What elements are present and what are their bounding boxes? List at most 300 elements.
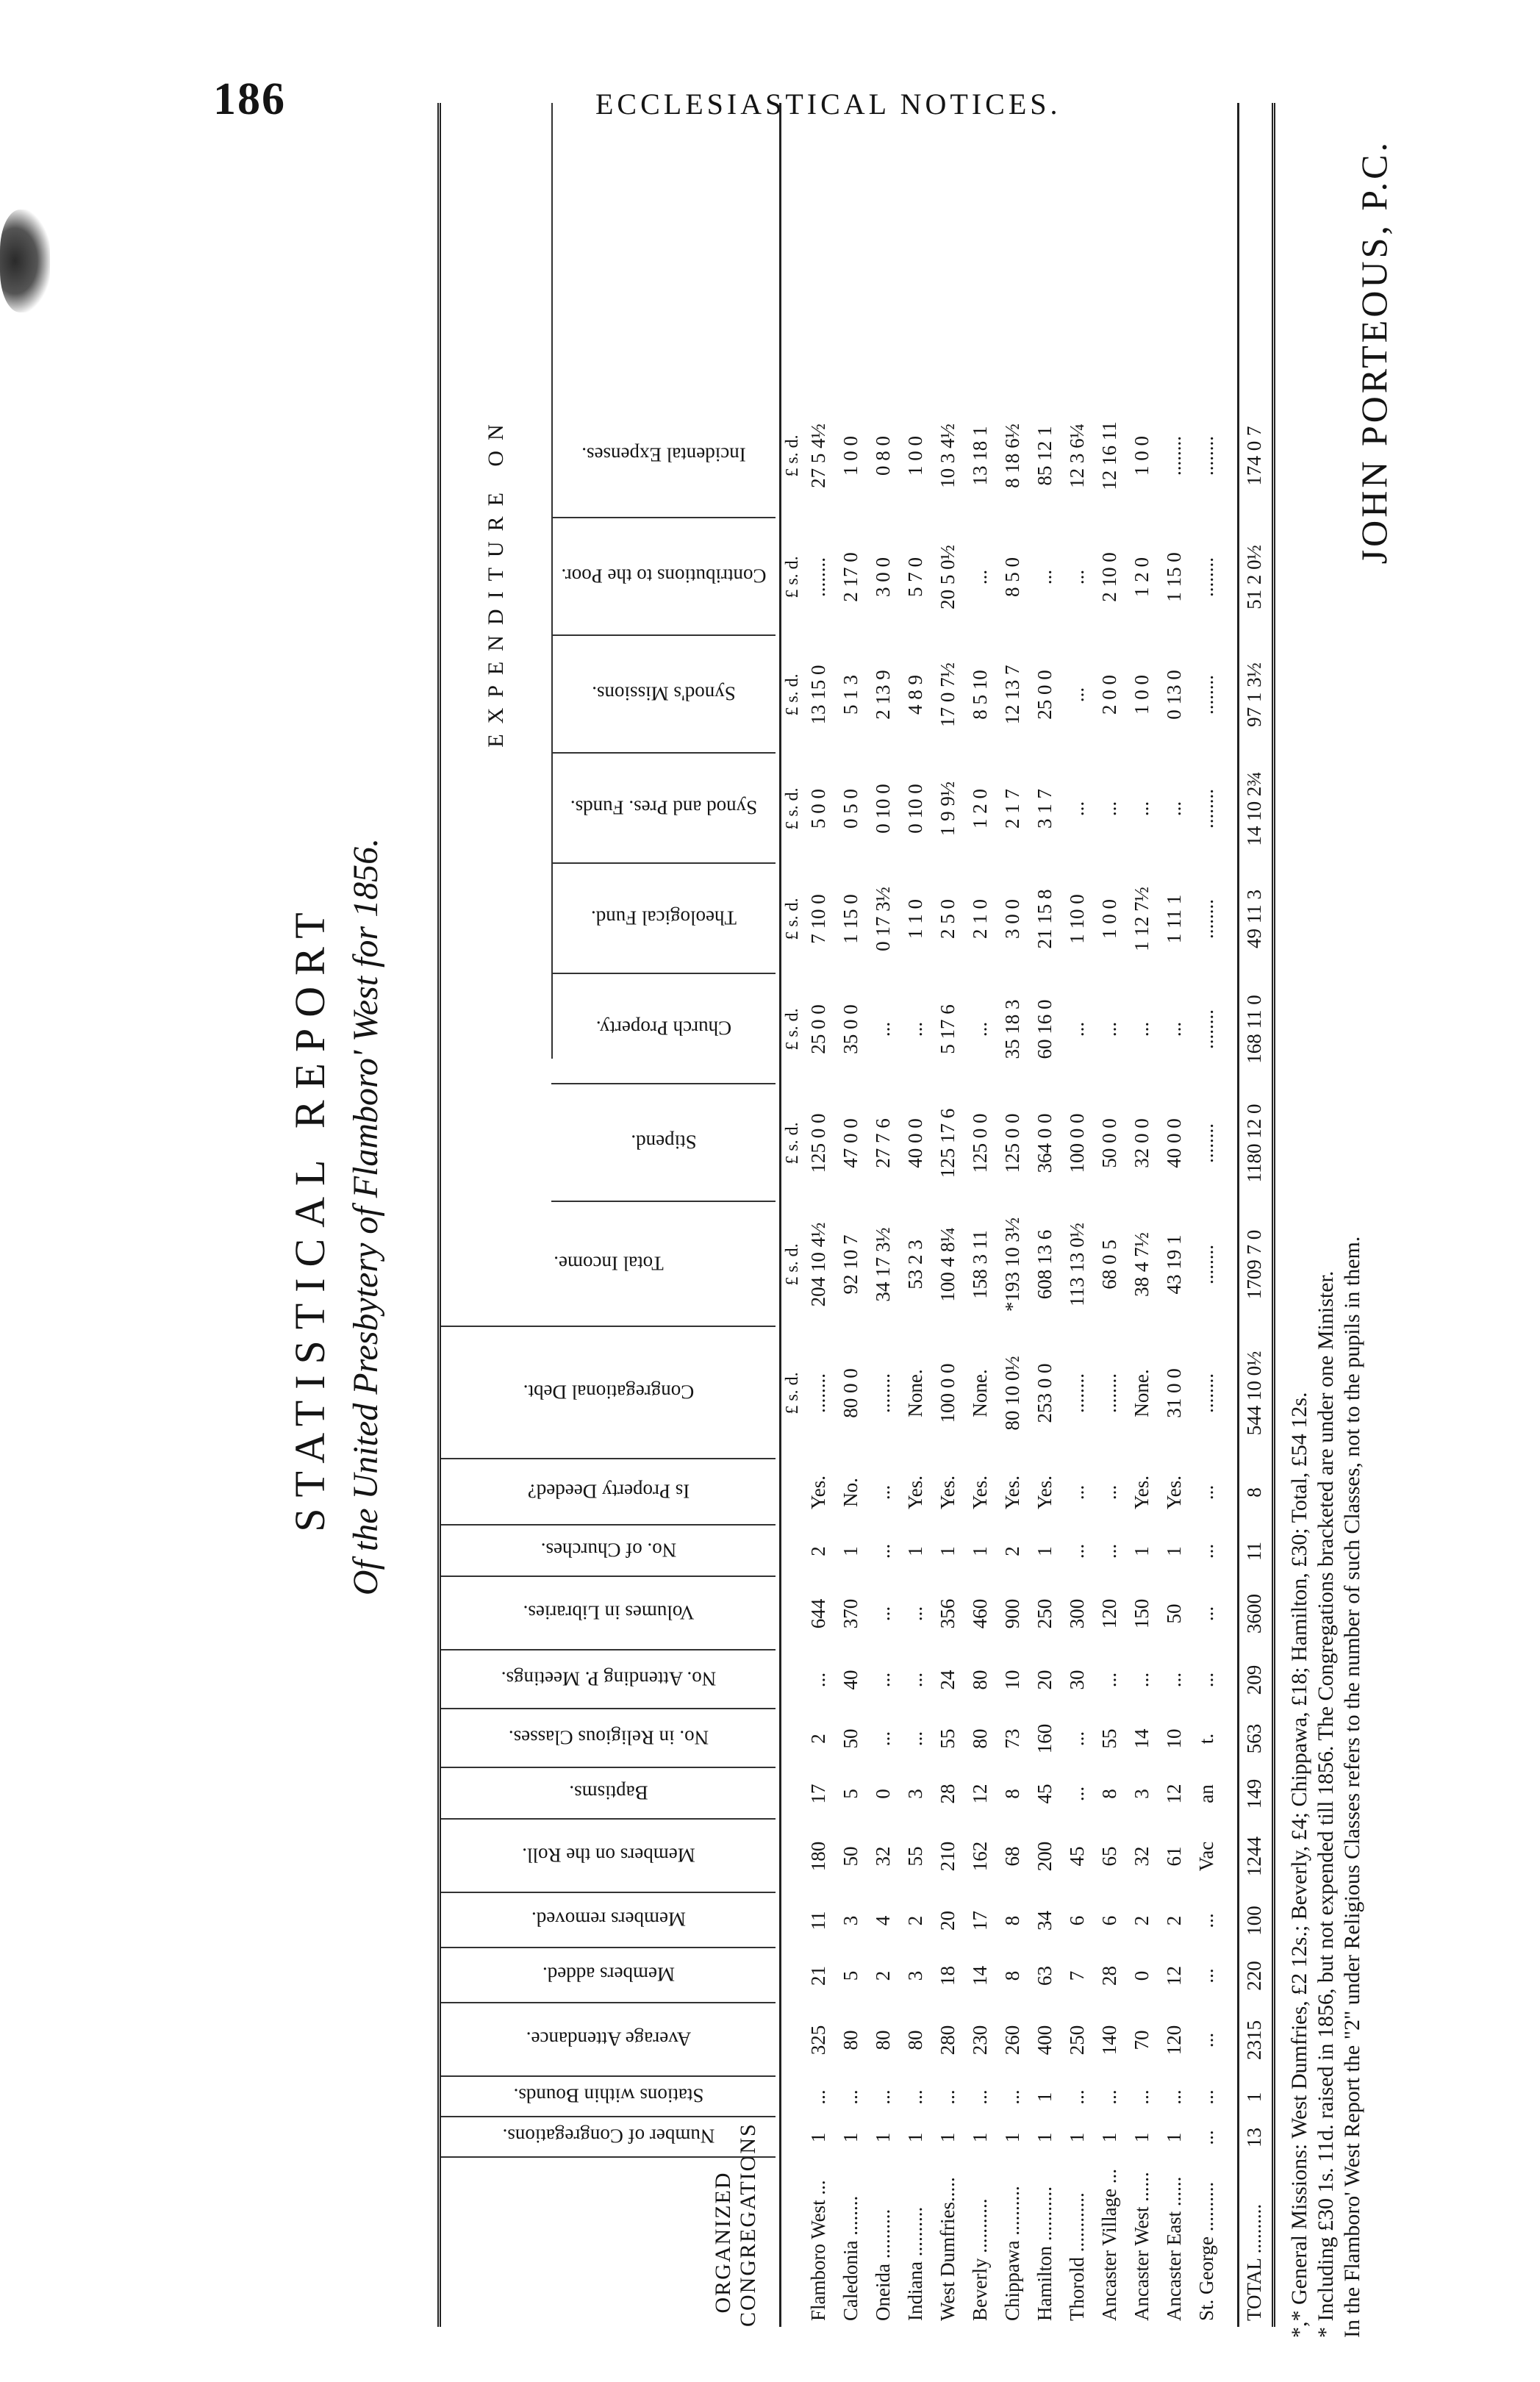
table-cell: ... [1098,2089,1120,2105]
table-cell: 0 5 0 [839,789,862,829]
congregation-name: Beverly ........... [969,2198,991,2321]
table-cell: 5 [839,1970,862,1981]
table-cell: ... [1163,1672,1185,1688]
congregation-name: Oneida .......... [872,2208,894,2321]
table-cell: 32 [1131,1846,1153,1867]
table-cell: ........ [1195,1009,1217,1049]
table-cell: 13 [1243,2128,1265,2147]
column-header [441,1767,776,1820]
column-header-label: Church Property. [595,1017,731,1040]
table-cell: 28 [1098,1966,1120,1986]
column-header-label: Contributions to the Poor. [560,565,767,587]
table-cell: 280 [936,2025,959,2056]
table-cell: 20 [936,1911,959,1931]
table-cell: ... [872,1731,894,1747]
table-cell: 1 0 0 [1131,436,1153,476]
table-cell: 34 17 3½ [872,1227,894,1302]
congregation-name: Thorold ............ [1066,2192,1088,2321]
table-cell: 63 [1034,1966,1056,1986]
table-cell: 80 [969,1728,991,1749]
table-cell: 70 [1131,2030,1153,2050]
table-cell: 8 5 10 [969,670,991,720]
table-cell: ........ [1195,557,1217,597]
table-cell: ... [872,1484,894,1501]
table-cell: 1180 12 0 [1243,1104,1265,1183]
column-header [551,862,776,974]
table-cell: 1 9 9½ [936,781,959,837]
table-cell: 1 [1034,1546,1056,1556]
table-cell: 150 [1131,1598,1153,1629]
column-header [551,517,776,636]
table-cell: 1 [839,1546,862,1556]
table-cell: 1 [1163,2132,1185,2143]
table-cell: 900 [1001,1598,1023,1629]
table-cell: 3 0 0 [872,557,894,597]
column-header-label: Synod and Pres. Funds. [570,796,757,819]
column-header [441,2116,776,2158]
table-cell: 400 [1034,2025,1056,2056]
table-cell: Yes. [904,1475,926,1510]
table-cell: ........ [807,1373,829,1413]
table-cell: ... [1163,1021,1185,1037]
table-cell: 2 [807,1546,829,1556]
column-header-label: No. Attending P. Meetings. [501,1667,716,1690]
congregation-name: Hamilton ........... [1034,2186,1056,2321]
table-cell: None. [904,1369,926,1417]
table-cell: ... [1163,2089,1185,2105]
column-header-label: No. of Churches. [540,1539,676,1562]
column-header [441,1524,776,1577]
table-cell: 1 0 0 [839,436,862,476]
table-cell: 13 15 0 [807,665,829,725]
table-cell: 220 [1243,1961,1265,1991]
table-cell: 168 11 0 [1243,995,1265,1064]
table-cell: 5 17 6 [936,1004,959,1054]
table-cell: 4 8 9 [904,675,926,715]
table-cell: 24 [936,1670,959,1690]
money-unit: £ s. d. [783,1372,802,1414]
table-cell: 51 2 0½ [1243,545,1265,609]
table-cell: 5 [839,1789,862,1799]
congregations-heading-line2: CONGREGATIONS [736,2122,760,2327]
table-cell: ... [1066,801,1088,817]
table-cell: 85 12 1 [1034,426,1056,486]
table-cell: ........ [1195,1373,1217,1413]
table-cell: ... [839,2089,862,2105]
table-cell: 230 [969,2025,991,2056]
money-unit: £ s. d. [783,898,802,940]
table-cell: 40 [839,1670,862,1690]
table-cell: Yes. [1001,1475,1023,1510]
table-cell: 6 [1098,1915,1120,1926]
table-cell: 260 [1001,2025,1023,2056]
table-cell: 10 3 4½ [936,423,959,488]
congregation-name: Ancaster Village ... [1098,2168,1120,2321]
table-cell: 73 [1001,1728,1023,1749]
table-cell: 35 0 0 [839,1004,862,1054]
table-cell: 2 1 7 [1001,789,1023,829]
table-cell: 2 5 0 [936,899,959,939]
table-cell: 3 [839,1915,862,1926]
table-cell: ... [1066,1021,1088,1037]
table-cell: ... [1066,1731,1088,1747]
table-cell: 0 [1131,1970,1153,1981]
table-cell: 80 [872,2030,894,2050]
table-cell: 21 15 8 [1034,889,1056,949]
table-cell: 644 [807,1598,829,1629]
column-header [441,1576,776,1650]
column-header [441,1201,776,1327]
table-cell: ... [872,1021,894,1037]
table-row [836,103,868,2327]
table-cell: 1 2 0 [1131,557,1153,597]
table-cell: 1 0 0 [904,436,926,476]
table-cell: 8 [1001,1789,1023,1799]
table-cell: None. [969,1369,991,1417]
table-cell: ........ [1195,789,1217,829]
page-number: 186 [213,74,286,124]
table-cell: 2 0 0 [1098,675,1120,715]
table-cell: 47 0 0 [839,1118,862,1168]
table-cell: 3 1 7 [1034,789,1056,829]
column-header [441,1326,776,1459]
table-cell: 55 [904,1846,926,1867]
table-cell: 125 0 0 [969,1113,991,1173]
table-cell: Yes. [969,1475,991,1510]
table-cell: ... [807,2089,829,2105]
money-unit: £ s. d. [783,556,802,598]
table-cell: ... [872,1672,894,1688]
table-cell: 1 2 0 [969,789,991,829]
money-unit: £ s. d. [783,673,802,716]
report-title: STATISTICAL REPORT [286,901,334,1532]
table-cell: 14 10 2¾ [1243,771,1265,846]
table-row [965,103,998,2327]
table-cell: Vac [1195,1841,1217,1872]
table-cell: 8 18 6½ [1001,423,1023,488]
table-row [933,103,965,2327]
table-cell: 250 [1066,2025,1088,2056]
table-cell: 100 [1243,1906,1265,1936]
table-cell: 2 1 0 [969,899,991,939]
table-cell: 563 [1243,1723,1265,1754]
footnote: In the Flamboro' West Report the "2" under Religious Classes refers to the number of such Classes, not to the pupils in them. [1340,1236,1364,2338]
table-cell: 5 0 0 [807,789,829,829]
table-cell: 0 17 3½ [872,887,894,951]
table-cell: 27 5 4½ [807,423,829,488]
table-cell: 38 4 7½ [1131,1232,1153,1297]
table-cell: 100 0 0 [1066,1113,1088,1173]
table-cell: 1 [1243,2092,1265,2103]
column-header-label: No. in Religious Classes. [508,1726,709,1749]
table-cell: 2 [872,1970,894,1981]
table-cell: 1 [1001,2132,1023,2143]
table-cell: ........ [1066,1373,1088,1413]
table-cell: ... [1098,1543,1120,1559]
table-cell: 80 [969,1670,991,1690]
table-cell: 2 [1001,1546,1023,1556]
table-cell: ... [1066,687,1088,703]
table-cell: 7 10 0 [807,894,829,944]
table-cell: ... [1034,569,1056,585]
table-cell: 325 [807,2025,829,2056]
table-cell: ... [872,1606,894,1622]
table-cell: 1244 [1243,1836,1265,1876]
table-cell: 14 [1131,1728,1153,1749]
column-header [551,973,776,1084]
table-cell: *193 10 3½ [1001,1217,1023,1312]
table-cell: 2 10 0 [1098,552,1120,602]
column-header-label: Congregational Debt. [523,1381,694,1403]
table-cell: 364 0 0 [1034,1113,1056,1173]
table-cell: 20 5 0½ [936,545,959,609]
table-cell: ... [1195,2130,1217,2145]
table-cell: 2 17 0 [839,552,862,602]
table-cell: 0 10 0 [904,784,926,834]
table-cell: 80 0 0 [839,1368,862,1418]
table-cell: 2 [1163,1915,1185,1926]
column-header [551,392,776,518]
table-cell: 120 [1163,2025,1185,2056]
table-cell: 3 0 0 [1001,899,1023,939]
table-cell: 10 [1163,1728,1185,1749]
table-cell: ... [1195,1968,1217,1984]
table-cell: 61 [1163,1846,1185,1867]
table-cell: 40 0 0 [904,1118,926,1168]
report-subtitle: Of the United Presbytery of Flamboro' West for 1856. [346,837,385,1596]
total-row [1237,103,1286,2327]
table-cell: 3600 [1243,1594,1265,1634]
table-cell: 50 [839,1846,862,1867]
column-header-label: Members removed. [531,1909,686,1931]
table-cell: 160 [1034,1723,1056,1754]
table-cell: 3 [904,1970,926,1981]
table-cell: 80 [839,2030,862,2050]
congregation-name: Flamboro West ... [807,2180,829,2321]
table-cell: 2 13 9 [872,670,894,720]
table-cell: 25 0 0 [1034,670,1056,720]
money-units-row [781,103,803,2327]
money-unit: £ s. d. [783,1122,802,1165]
table-cell: 1 [904,2132,926,2143]
table-cell: ... [1066,1543,1088,1559]
table-row [1095,103,1127,2327]
table-cell: ... [1098,1672,1120,1688]
table-cell: ... [969,1021,991,1037]
table-cell: ........ [1163,436,1185,476]
table-cell: 12 [1163,1966,1185,1986]
table-cell: an [1195,1784,1217,1803]
table-cell: 149 [1243,1778,1265,1809]
table-cell: 55 [936,1728,959,1749]
table-cell: 100 0 0 [936,1363,959,1423]
congregation-name: West Dumfries..... [936,2177,959,2321]
table-cell: ... [904,1731,926,1747]
table-cell: ... [1195,2032,1217,2048]
footnote: * Including £30 1s. 11d. raised in 1856, but not expended till 1856. The Congregations bracketed are under one Minister. [1314,1270,1338,2338]
table-row [1030,103,1062,2327]
table-cell: 8 [1243,1487,1265,1498]
table-cell: 0 10 0 [872,784,894,834]
running-head: ECCLESIASTICAL NOTICES. [595,87,1061,121]
table-cell: 1 15 0 [1163,552,1185,602]
table-row [900,103,933,2327]
table-cell: ........ [1195,899,1217,939]
table-cell: 125 0 0 [807,1113,829,1173]
table-cell: None. [1131,1369,1153,1417]
table-cell: 8 5 0 [1001,557,1023,597]
column-header-label: Members added. [542,1964,675,1986]
table-cell: 8 [1001,1970,1023,1981]
table-cell: 1 [1131,1546,1153,1556]
table-cell: 1 [1034,2092,1056,2103]
signature: JOHN PORTEOUS, P.C. [1353,140,1394,565]
table-cell: 1 [1098,2132,1120,2143]
table-row [1127,103,1159,2327]
table-cell: 1 [1034,2132,1056,2143]
table-cell: 40 0 0 [1163,1118,1185,1168]
table-cell: 8 [1098,1789,1120,1799]
column-header [441,2002,776,2077]
table-cell: 1 10 0 [1066,894,1088,944]
table-cell: ... [1195,1543,1217,1559]
table-cell: ........ [807,557,829,597]
table-cell: 53 2 3 [904,1240,926,1290]
table-cell: 125 0 0 [1001,1113,1023,1173]
table-cell: 1 [1163,1546,1185,1556]
table-cell: 100 4 8¼ [936,1227,959,1302]
table-cell: 1 [936,2132,959,2143]
table-cell: 50 0 0 [1098,1118,1120,1168]
column-header [441,1892,776,1948]
column-header-label: Number of Congregations. [502,2125,715,2147]
table-cell: 204 10 4½ [807,1222,829,1307]
column-header [441,1818,776,1893]
table-cell: 11 [1243,1542,1265,1561]
table-cell: 1 [1131,2132,1153,2143]
table-cell: 140 [1098,2025,1120,2056]
table-cell: ... [1098,1021,1120,1037]
table-cell: ... [1195,1484,1217,1501]
table-cell: 1 [969,1546,991,1556]
table-cell: ... [872,1543,894,1559]
table-row [1062,103,1095,2327]
table-cell: ........ [1195,436,1217,476]
table-cell: 50 [1163,1603,1185,1624]
congregation-name: Chippawa .......... [1001,2186,1023,2321]
table-cell: 180 [807,1841,829,1872]
table-row [1159,103,1192,2327]
table-cell: 3 [904,1789,926,1799]
footnote: *,* General Missions: West Dumfries, £2 12s.; Beverly, £4; Chippawa, £18; Hamilton, £30; Total, £54 12s. [1287,1392,1311,2338]
table-cell: ... [1066,1786,1088,1802]
money-unit: £ s. d. [783,434,802,477]
table-cell: 460 [969,1598,991,1629]
table-cell: 27 7 6 [872,1118,894,1168]
table-cell: 0 13 0 [1163,670,1185,720]
table-cell: 45 [1066,1846,1088,1867]
table-cell: 7 [1066,1970,1088,1981]
table-cell: 1 [936,1546,959,1556]
column-header-label: Baptisms. [568,1781,648,1804]
ink-blot [0,210,50,312]
table-cell: 80 [904,2030,926,2050]
table-cell: 80 10 0½ [1001,1356,1023,1431]
table-cell: 1 15 0 [839,894,862,944]
table-cell: t. [1195,1733,1217,1745]
table-cell: 60 16 0 [1034,999,1056,1059]
table-cell: 12 [1163,1784,1185,1804]
column-header-label: Is Property Deeded? [527,1480,690,1503]
table-cell: 370 [839,1598,862,1629]
congregation-name: St. George .......... [1195,2181,1217,2321]
table-cell: 2 [1131,1915,1153,1926]
table-cell: ... [1131,1021,1153,1037]
table-cell: 113 13 0½ [1066,1223,1088,1306]
table-cell: 50 [839,1728,862,1749]
table-cell: 162 [969,1841,991,1872]
table-cell: ... [1163,801,1185,817]
table-cell: 12 16 11 [1098,421,1120,490]
table-cell: 49 11 3 [1243,890,1265,948]
table-cell: 17 0 7½ [936,662,959,727]
column-header [551,1083,776,1202]
table-cell: ........ [872,1373,894,1413]
table-cell: 55 [1098,1728,1120,1749]
table-cell: ... [872,2089,894,2105]
table-cell: 5 1 3 [839,675,862,715]
congregation-name: TOTAL .......... [1243,2203,1265,2321]
table-row [868,103,900,2327]
table-cell: Yes. [1131,1475,1153,1510]
table-cell: ... [1195,1913,1217,1928]
table-cell: 25 0 0 [807,1004,829,1054]
table-cell: ... [1001,2089,1023,2105]
table-cell: 300 [1066,1598,1088,1629]
table-cell: 20 [1034,1670,1056,1690]
table-cell: 31 0 0 [1163,1368,1185,1418]
expenditure-heading: EXPENDITURE ON [441,103,553,1059]
table-cell: 11 [807,1911,829,1931]
table-cell: ... [807,1672,829,1688]
table-cell: 1 [1066,2132,1088,2143]
table-cell: ... [1131,801,1153,817]
table-cell: 30 [1066,1670,1088,1690]
table-cell: ........ [1195,1123,1217,1163]
table-cell: 13 18 1 [969,426,991,486]
table-cell: ... [1098,1484,1120,1501]
table-cell: 120 [1098,1598,1120,1629]
table-cell: 97 1 3½ [1243,662,1265,727]
table-cell: 174 0 7 [1243,426,1265,486]
table-cell: 0 [872,1789,894,1799]
column-header-label: Theological Fund. [590,906,737,929]
table-cell: 21 [807,1966,829,1986]
money-unit: £ s. d. [783,1008,802,1051]
table-cell: ... [1131,1672,1153,1688]
table-cell: Yes. [1163,1475,1185,1510]
column-header [551,634,776,754]
table-cell: 68 [1001,1846,1023,1867]
table-cell: 65 [1098,1846,1120,1867]
table-cell: ... [904,1021,926,1037]
money-unit: £ s. d. [783,787,802,830]
table-cell: 1 [839,2132,862,2143]
table-cell: ........ [1195,675,1217,715]
table-cell: 125 17 6 [936,1108,959,1179]
column-header-label: Volumes in Libraries. [523,1601,694,1624]
table-cell: 10 [1001,1670,1023,1690]
